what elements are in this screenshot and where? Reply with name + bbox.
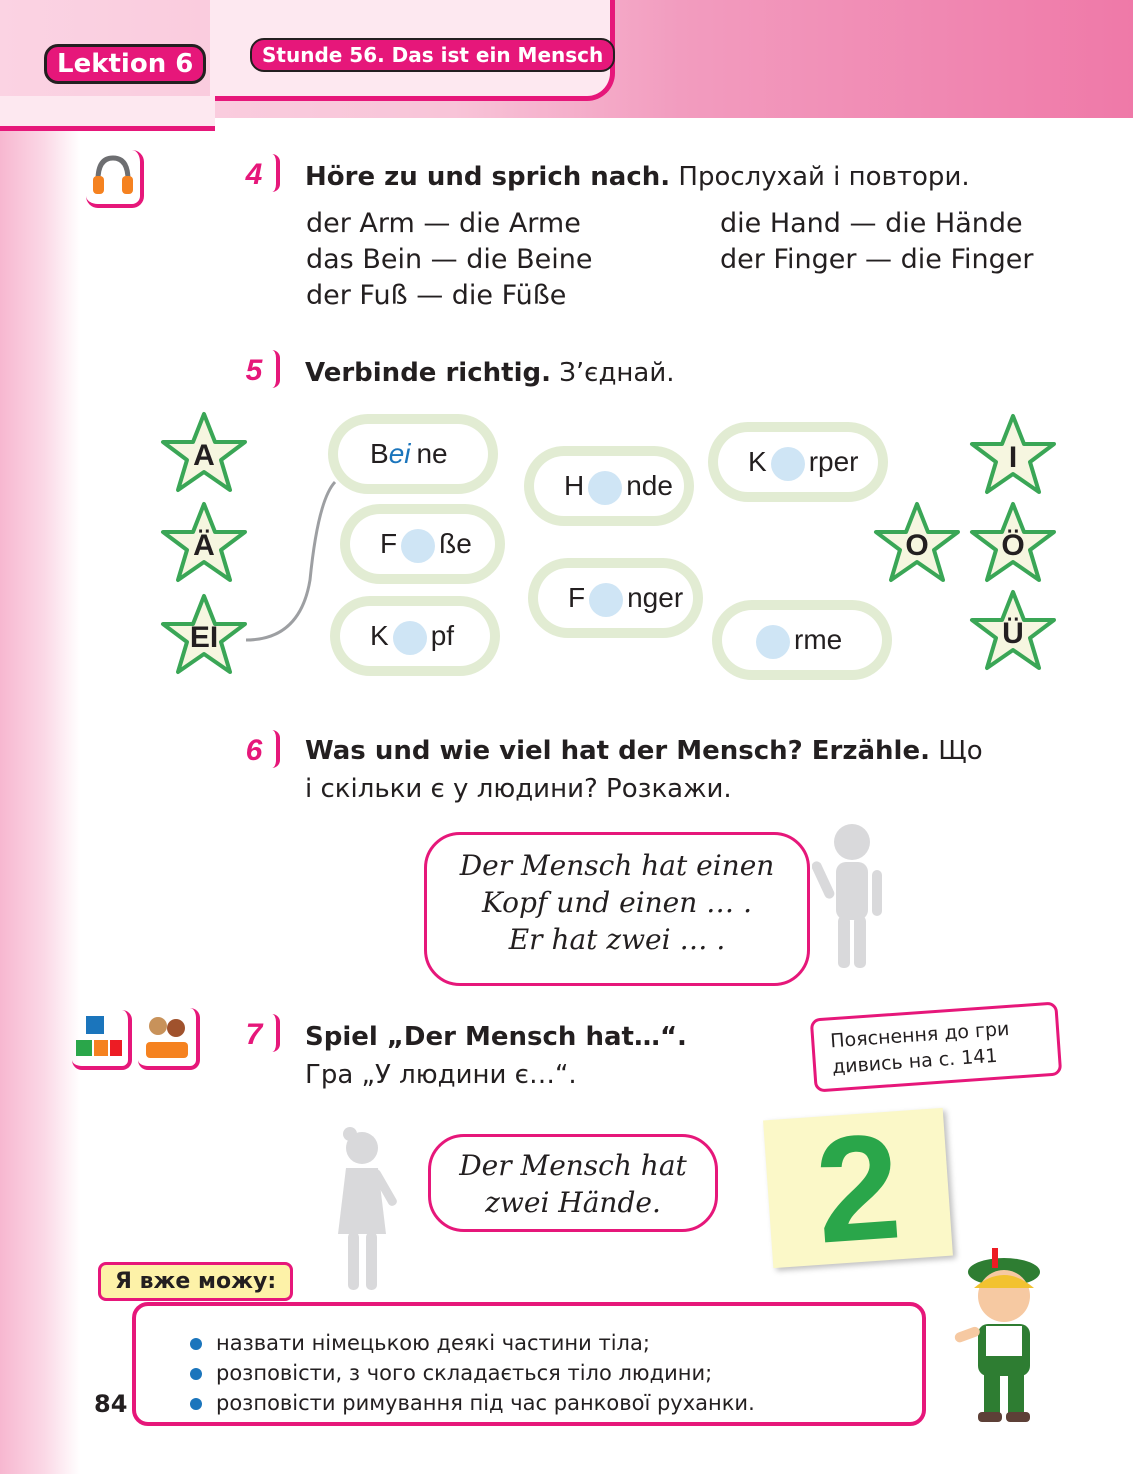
task6-title-de: Was und wie viel hat der Mensch? Erzähle.	[305, 736, 930, 766]
task-number-6: 6	[245, 734, 263, 767]
bubble-line: Kopf und einen … .	[482, 886, 752, 919]
word-cloud[interactable]	[718, 432, 878, 492]
summary-item-text: розповісти римування під час ранкової руханки.	[216, 1391, 755, 1415]
boy-silhouette-icon	[812, 820, 892, 970]
star-label: Ö	[1001, 529, 1025, 562]
star-label: O	[905, 529, 929, 562]
cloud-post: rper	[808, 446, 859, 477]
blank-blob	[401, 529, 435, 563]
summary-item-text: назвати німецькою деякі частини тіла;	[216, 1331, 650, 1355]
bullet-icon	[190, 1398, 202, 1410]
children-playing-icon[interactable]	[138, 1008, 200, 1070]
bullet-icon	[190, 1338, 202, 1350]
blank-blob	[393, 621, 427, 655]
page-number-base	[84, 1428, 144, 1430]
cloud-post: pf	[430, 620, 455, 651]
task-number-mark	[270, 730, 280, 768]
task6-title-uk-2: і скільки є у людини? Розкажи.	[305, 774, 732, 804]
star-letter[interactable]	[159, 500, 249, 590]
blocks-icon[interactable]	[72, 1010, 132, 1070]
word-pair: der Arm — die Arme	[306, 208, 581, 239]
bubble-line: Der Mensch hat	[459, 1149, 687, 1182]
star-letter[interactable]	[968, 588, 1058, 678]
task-number-mark	[270, 1014, 280, 1052]
task5-title-uk: З’єднай.	[559, 358, 675, 388]
task4-title-de: Höre zu und sprich nach.	[305, 162, 671, 192]
cloud-pre: B	[370, 438, 389, 469]
bullet-icon	[190, 1368, 202, 1380]
cloud-pre: F	[380, 528, 398, 559]
lesson-badge: Lektion 6	[44, 44, 206, 84]
cloud-pre: K	[748, 446, 767, 477]
bubble-line: zwei Hände.	[485, 1186, 661, 1219]
word-pair: der Fuß — die Füße	[306, 280, 567, 311]
task7-title-uk: Гра „У людини є…“.	[305, 1060, 577, 1090]
note-line: дивись на с. 141	[831, 1044, 999, 1079]
note-line: Пояснення до гри	[829, 1017, 1011, 1053]
cloud-post: rme	[794, 624, 843, 655]
word-cloud[interactable]	[340, 606, 490, 666]
word-cloud[interactable]	[538, 568, 693, 628]
speech-bubble	[424, 832, 810, 986]
bubble-line: Er hat zwei … .	[508, 923, 726, 956]
summary-box	[132, 1302, 926, 1426]
star-letter[interactable]	[159, 592, 249, 682]
blank-blob	[589, 583, 623, 617]
blank-blob	[588, 471, 622, 505]
star-label: EI	[189, 621, 219, 654]
lesson-title-badge: Stunde 56. Das ist ein Mensch	[250, 38, 615, 72]
task-number-5: 5	[245, 354, 263, 387]
task-number-4: 4	[245, 158, 263, 191]
boy-character-icon	[944, 1244, 1064, 1430]
cloud-post: ße	[439, 528, 472, 559]
star-label: Ä	[193, 529, 215, 562]
blank-blob	[756, 625, 790, 659]
cloud-pre: K	[370, 620, 389, 651]
star-letter[interactable]	[968, 500, 1058, 590]
cloud-post: ne	[416, 438, 448, 469]
cloud-post: nde	[626, 470, 673, 501]
cloud-pre: H	[564, 470, 585, 501]
star-label: I	[1008, 441, 1018, 474]
page-number: 84	[94, 1390, 128, 1418]
speech-bubble	[428, 1134, 718, 1232]
cloud-pre: F	[568, 582, 586, 613]
summary-item	[190, 1388, 922, 1418]
word-cloud[interactable]	[350, 514, 495, 574]
task6-instruction	[305, 732, 1065, 808]
word-pair: der Finger — die Finger	[720, 244, 1034, 275]
summary-item	[190, 1328, 922, 1358]
task-number-7: 7	[245, 1018, 263, 1051]
bubble-line: Der Mensch hat einen	[459, 849, 775, 882]
blank-blob	[771, 447, 805, 481]
card-number: 2	[810, 1101, 906, 1275]
task7-title-de: Spiel „Der Mensch hat…“.	[305, 1022, 687, 1052]
word-pair: das Bein — die Beine	[306, 244, 593, 275]
cloud-post: nger	[627, 582, 684, 613]
star-letter[interactable]	[872, 500, 962, 590]
word-cloud[interactable]	[338, 424, 488, 484]
star-label: A	[193, 439, 215, 472]
word-pair: die Hand — die Hände	[720, 208, 1023, 239]
task5-title-de: Verbinde richtig.	[305, 358, 551, 388]
star-label: Ü	[1002, 617, 1024, 650]
number-card	[763, 1101, 953, 1275]
cloud-fill: ei	[388, 438, 411, 469]
task7-instruction	[305, 1018, 687, 1094]
summary-item-text: розповісти, з чого складається тіло людини;	[216, 1361, 713, 1385]
word-cloud[interactable]	[534, 456, 684, 516]
summary-item	[190, 1358, 922, 1388]
star-letter[interactable]	[159, 410, 249, 500]
task4-title-uk: Прослухай і повтори.	[678, 162, 970, 192]
task6-title-uk-1: Що	[938, 736, 983, 766]
summary-title: Я вже можу:	[98, 1262, 293, 1301]
girl-silhouette-icon	[330, 1124, 400, 1294]
star-letter[interactable]	[968, 412, 1058, 502]
word-cloud[interactable]	[722, 610, 882, 670]
